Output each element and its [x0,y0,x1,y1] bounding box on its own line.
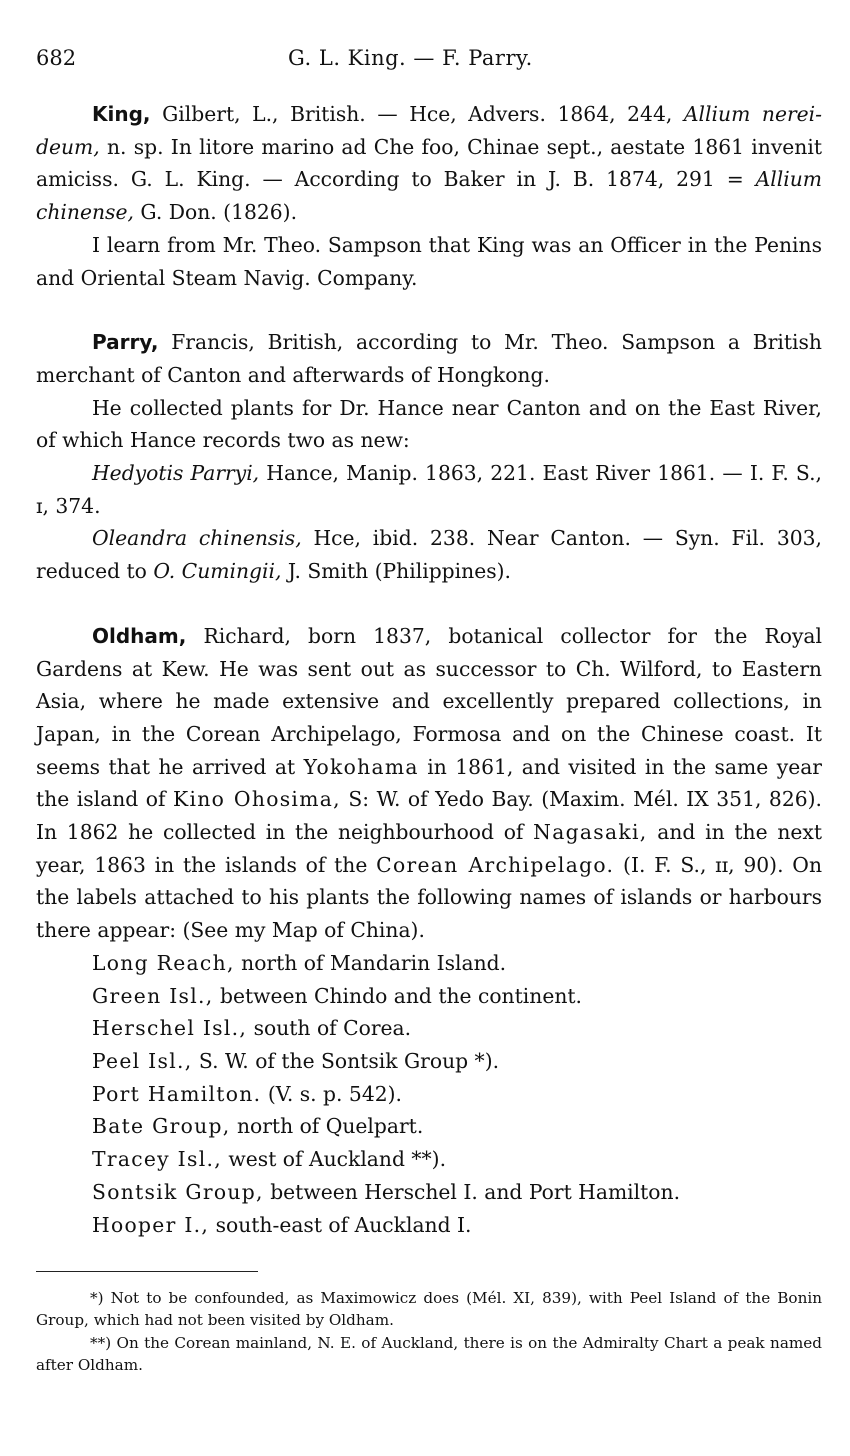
footnote-divider [36,1271,258,1272]
parry-collection: He collected plants for Dr. Hance near Canton and on the East River, of which Hance records two as new: [36,395,822,453]
place-description: north of Mandarin Island. [234,950,507,975]
footnote-1: *) Not to be confounded, as Maximowicz does (Mél. XI, 839), with Peel Island of the Bonin Group, which had not been visited by Oldham. [36,1289,822,1330]
species-name: O. Cumingii, [153,559,282,584]
list-item [92,1078,822,1111]
list-item [92,947,822,980]
list-item [92,1012,822,1045]
place-description: west of Auckland **). [221,1147,447,1172]
species-ref: J. Smith (Philippines). [281,559,511,584]
oldham-text: (I. F. S., ɪɪ, 90). On the labels attached to his plants the following names of islands or harbours there appear: (See my Map of China). [36,852,822,943]
place-name: Tracey Isl., [92,1147,222,1172]
king-entry [36,98,822,229]
place-name: Nagasaki, [533,820,648,845]
species-name: Hedyotis Parryi, [92,461,260,486]
place-description: S. W. of the Sontsik Group *). [192,1048,500,1073]
oldham-text: S: W. of Yedo Bay. (Maxim. Mél. IX 351, 826). In 1862 he collected in the neighbourhood of [36,787,822,845]
parry-text: Francis, British, according to Mr. Theo. Sampson a British merchant of Canton and afterwards of Hongkong. [36,330,822,387]
place-name: Herschel Isl., [92,1016,248,1041]
species-ref: Hance, Manip. 1863, 221. East River 1861. — I. F. S., ɪ, 374. [36,461,822,518]
king-text: Gilbert, L., British. — Hce, Advers. 1864, 244, [150,102,684,126]
oldham-text: Richard, born 1837, botanical collector for the Royal Gardens at Kew. He was sent out as successor to Ch. Wilford, to Eastern Asia, where he made extensive and excellently prepared collections, in Japan, in the Corean Archipelago, Formosa and on the Chinese coast. It seems that he arrived at [36,623,822,779]
place-description: between Chindo and the continent. [213,983,582,1008]
king-text: G. Don. (1826). [133,200,298,225]
place-name: Peel Isl., [92,1048,193,1073]
entry-name-oldham: Oldham, [92,623,187,648]
king-species: Allium nerei-deum, [36,102,822,159]
list-item [92,1110,822,1143]
entry-name-parry: Parry, [92,330,159,355]
list-item [92,1143,822,1176]
place-description: south-east of Auckland I. [209,1212,472,1237]
page-header [36,46,816,76]
page-body [36,98,822,1241]
place-description: (V. s. p. 542). [261,1081,402,1106]
place-name: Yokohama [303,754,419,779]
place-description: between Herschel I. and Port Hamilton. [263,1179,681,1204]
list-item [92,980,822,1013]
species-ref: Hce, ibid. 238. Near Canton. — Syn. Fil. 303, reduced to [36,526,822,584]
place-name: Green Isl., [92,983,214,1008]
place-name: Corean Archipelago. [376,852,615,877]
place-name: Sontsik Group, [92,1179,264,1204]
place-name: Port Hamilton. [92,1081,262,1106]
running-head: G. L. King. — F. Parry. [288,46,533,70]
footnotes [36,1287,822,1376]
list-item [92,1176,822,1209]
oldham-places-list [36,947,822,1241]
king-species: Allium chinense, [36,167,822,225]
parry-species-2 [36,522,822,587]
place-description: south of Corea. [247,1016,412,1041]
place-name: Kino Ohosima, [173,787,341,812]
parry-species-1 [36,457,822,522]
list-item [92,1209,822,1242]
place-name: Long Reach, [92,950,235,975]
entry-name-king: King, [92,102,151,126]
page-number: 682 [36,46,77,70]
oldham-text: in 1861, and visited in the same year the island of [36,754,822,812]
oldham-entry [36,620,822,947]
species-name: Oleandra chinensis, [92,526,302,551]
king-note: I learn from Mr. Theo. Sampson that King was an Officer in the Penins and Oriental Steam Navig. Company. [36,232,822,290]
oldham-text: and in the next year, 1863 in the islands of the [36,820,823,877]
place-description: north of Quelpart. [230,1114,424,1139]
footnote-2: **) On the Corean mainland, N. E. of Auckland, there is on the Admiralty Chart a peak named after Oldham. [36,1333,822,1374]
place-name: Bate Group, [92,1114,231,1139]
parry-entry [36,326,822,391]
king-text: n. sp. In litore marino ad Che foo, Chinae sept., aestate 1861 invenit amiciss. G. L. King. — According to Baker in J. B. 1874, 291 = [36,134,822,192]
place-name: Hooper I., [92,1212,210,1237]
list-item [92,1045,822,1078]
